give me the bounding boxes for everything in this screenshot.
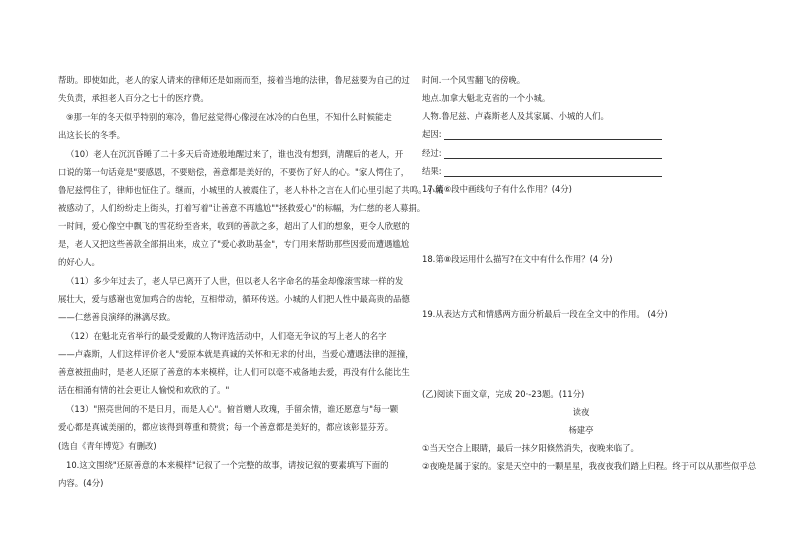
text-line: （11）多少年过去了，老人早已离开了人世，但以老人名字命名的基金却像滚雪球一样的发 — [66, 276, 404, 286]
article-title: 读夜 — [572, 407, 590, 417]
blank-label: 经过: — [422, 148, 442, 158]
answer-time: 时间.一个风雪翻飞的傍晚。 — [422, 75, 526, 85]
answer-line[interactable] — [444, 130, 662, 140]
text-line: 爱心都是真诚美丽的，都应该得到尊重和赞赏；每一个善意都是美好的，都应该彰显芬芳。 — [58, 422, 393, 432]
article-paragraph: ①当天空合上眼睛，最后一抹夕阳倏然消失，夜晚来临了。 — [422, 443, 639, 453]
question-18: 18.第⑧段运用什么描写?在文中有什么作用？(4 分) — [422, 254, 613, 264]
text-line: ——卢森斯，人们这样评价老人"爱原本就是真诚的关怀和无求的付出，当爱心遭遇法律的涯撞， — [58, 349, 414, 359]
text-line: 展壮大，爱与感谢也宽加鸡合的齿轮，互相带动，循环传送。小城的人们把人性中最高贵的品德 — [58, 294, 410, 304]
text-line: 帮助。即使如此，老人的家人请来的律师还是如雨而至，接着当地的法律，鲁尼兹要为自己的过 — [58, 75, 410, 85]
text-line: 一时间，爱心像空中飘飞的雪花纷至沓来，收到的善款之多，超出了人们的想象，更令人欣慰的 — [58, 221, 410, 231]
text-line: 失负责，承担老人百分之七十的医疗费。 — [58, 93, 209, 103]
text-line: 出这长长的冬季。 — [58, 130, 125, 140]
blank-process — [422, 147, 662, 159]
source-note: (选自《青年博览》有删改) — [58, 441, 157, 451]
text-line: 鲁尼兹愕住了，律师也怔住了。继而，小城里的人被震住了，老人朴朴之言在人们心里引起了共鸣。小城 — [58, 185, 444, 195]
article-author: 杨建亭 — [568, 425, 594, 435]
blank-label: 起因: — [422, 129, 442, 139]
text-line: （12）在魁北克省举行的最受爱戴的人物评选活动中，人们毫无争议的写上老人的名字 — [66, 331, 387, 341]
answer-line[interactable] — [444, 167, 662, 177]
blank-cause — [422, 128, 662, 140]
answer-place: 地点.加拿大魁北克省的一个小城。 — [422, 93, 551, 103]
question-17: 17.第⑥段中画线句子有什么作用？(4分) — [422, 184, 572, 194]
blank-label: 结果: — [422, 166, 442, 176]
answer-line[interactable] — [444, 149, 662, 159]
text-line: （13）"照亮世间的不是日月，而是人心"。俯首赠人玫瑰，手留余情，谁还愿意与"每一颗 — [66, 404, 399, 414]
text-line: 是，老人又把这些善款全部捐出来，成立了"爱心救助基金"，专门用来帮助那些因爱而遭遇尴尬 — [58, 239, 410, 249]
article-paragraph: ②夜晚是属于家的。家是天空中的一颗星星，我夜夜我们踏上归程。终于可以从那些似乎总 — [422, 461, 757, 471]
section-heading: (乙)阅读下面文章，完成 20·-23题。(11分) — [422, 389, 585, 399]
text-line: 口说的第一句话竟是"要感恩，不要赔偿，善意都是美好的，不要伤了好人的心。"家人愕住了， — [58, 167, 410, 177]
blank-result — [422, 165, 662, 177]
text-line: ——仁慈善良演绎的淋漓尽致。 — [58, 312, 176, 322]
text-line: 的好心人。 — [58, 257, 100, 267]
text-line: 被感动了，人们纷纷走上街头，打着写着"让善意不再尴尬""拯救爱心"的标幅，为仁慈的老人募捐。 — [58, 203, 426, 213]
text-line: 善意被扭曲时，是老人还原了善意的本来模样，让人们可以毫不戒备地去爱，再没有什么能比生 — [58, 367, 410, 377]
question-19: 19.从表达方式和情感两方面分析最后一段在全文中的作用。 (4分) — [422, 309, 668, 319]
answer-people: 人物.鲁尼兹、卢森斯老人及其家属、小城的人们。 — [422, 111, 609, 121]
text-line: （10）老人在沉沉昏睡了二十多天后奇迹般地醒过来了，谁也没有想到，清醒后的老人，开 — [66, 149, 404, 159]
text-line: 活在相涌有情的社会更让人愉悦和欢欣的了。" — [58, 385, 230, 395]
question-10: 10.这文围绕"还原善意的本来模样"记叙了一个完整的故事，请按记叙的要素填写下面的 — [66, 460, 389, 470]
question-10-cont: 内容。(4分) — [58, 478, 104, 488]
text-line: ⑨那一年的冬天似乎特别的寒冷，鲁尼兹觉得心像浸在冰冷的白色里，不知什么时候能走 — [66, 112, 392, 122]
